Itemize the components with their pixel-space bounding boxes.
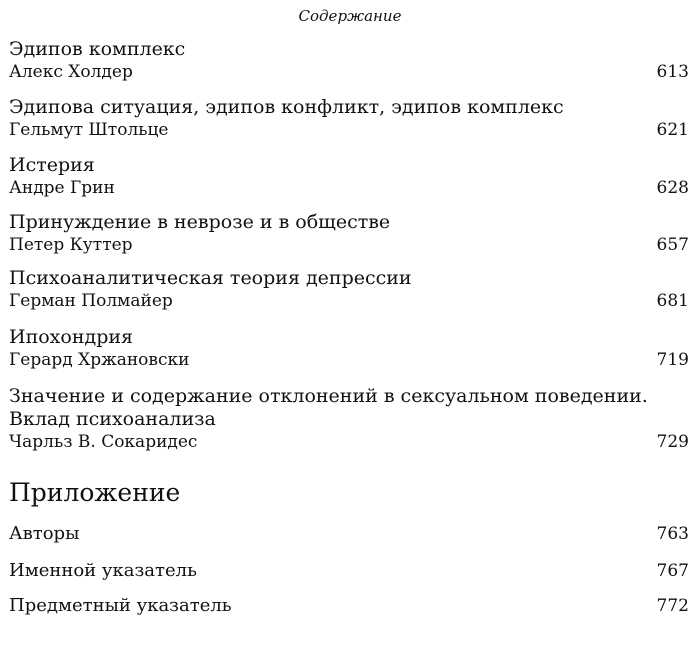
toc-entry	[9, 38, 689, 83]
toc-entry	[9, 96, 689, 141]
toc-entry-author: Петер Куттер	[9, 235, 133, 255]
toc-entry-author: Гельмут Штольце	[9, 120, 169, 140]
running-head: Содержание	[298, 7, 402, 25]
toc-entry-author-line	[9, 61, 689, 83]
appendix-item	[9, 522, 689, 546]
toc-entry-author: Чарльз В. Сокаридес	[9, 432, 198, 452]
toc-entry-author: Алекс Холдер	[9, 62, 133, 82]
toc-entry-title: Психоаналитическая теория депрессии	[9, 267, 412, 289]
toc-entry-author: Герман Полмайер	[9, 291, 173, 311]
toc-entry-author-line	[9, 349, 689, 371]
appendix-item-title: Именной указатель	[9, 560, 197, 581]
appendix-item-title: Авторы	[9, 523, 80, 544]
appendix-item-page-number: 772	[656, 596, 689, 616]
toc-entry-page-number: 729	[656, 432, 689, 452]
toc-entry-author-line	[9, 290, 689, 312]
appendix-item-page-number: 763	[656, 524, 689, 544]
toc-entry-author-line	[9, 119, 689, 141]
toc-entry-author-line	[9, 177, 689, 199]
toc-entry-title: Ипохондрия	[9, 326, 134, 348]
toc-entry	[9, 326, 689, 371]
toc-entry-title: Эдипов комплекс	[9, 38, 186, 60]
toc-entry-title: Эдипова ситуация, эдипов конфликт, эдипов комплекс	[9, 96, 564, 118]
toc-entry-author: Андре Грин	[9, 178, 115, 198]
toc-entry-page-number: 628	[656, 178, 689, 198]
appendix-item	[9, 559, 689, 583]
toc-entry-author-line	[9, 234, 689, 256]
toc-entry-title-line: Вклад психоанализа	[9, 408, 216, 430]
toc-entry	[9, 385, 689, 453]
appendix-item-page-number: 767	[656, 561, 689, 581]
toc-entry-title-line: Значение и содержание отклонений в сексуальном поведении.	[9, 385, 648, 407]
appendix-item	[9, 594, 689, 618]
toc-entry-author-line	[9, 431, 689, 453]
appendix-item-title: Предметный указатель	[9, 595, 232, 616]
toc-entry	[9, 211, 689, 256]
toc-entry-page-number: 621	[656, 120, 689, 140]
toc-entry-page-number: 657	[656, 235, 689, 255]
toc-entry-page-number: 719	[656, 350, 689, 370]
toc-entry-title: Истерия	[9, 154, 95, 176]
appendix-heading: Приложение	[9, 478, 181, 507]
toc-entry	[9, 267, 689, 312]
toc-entry-author: Герард Хржановски	[9, 350, 190, 370]
toc-entry-title: Принуждение в неврозе и в обществе	[9, 211, 391, 233]
toc-entry-page-number: 681	[656, 291, 689, 311]
toc-entry-page-number: 613	[656, 62, 689, 82]
toc-entry	[9, 154, 689, 199]
